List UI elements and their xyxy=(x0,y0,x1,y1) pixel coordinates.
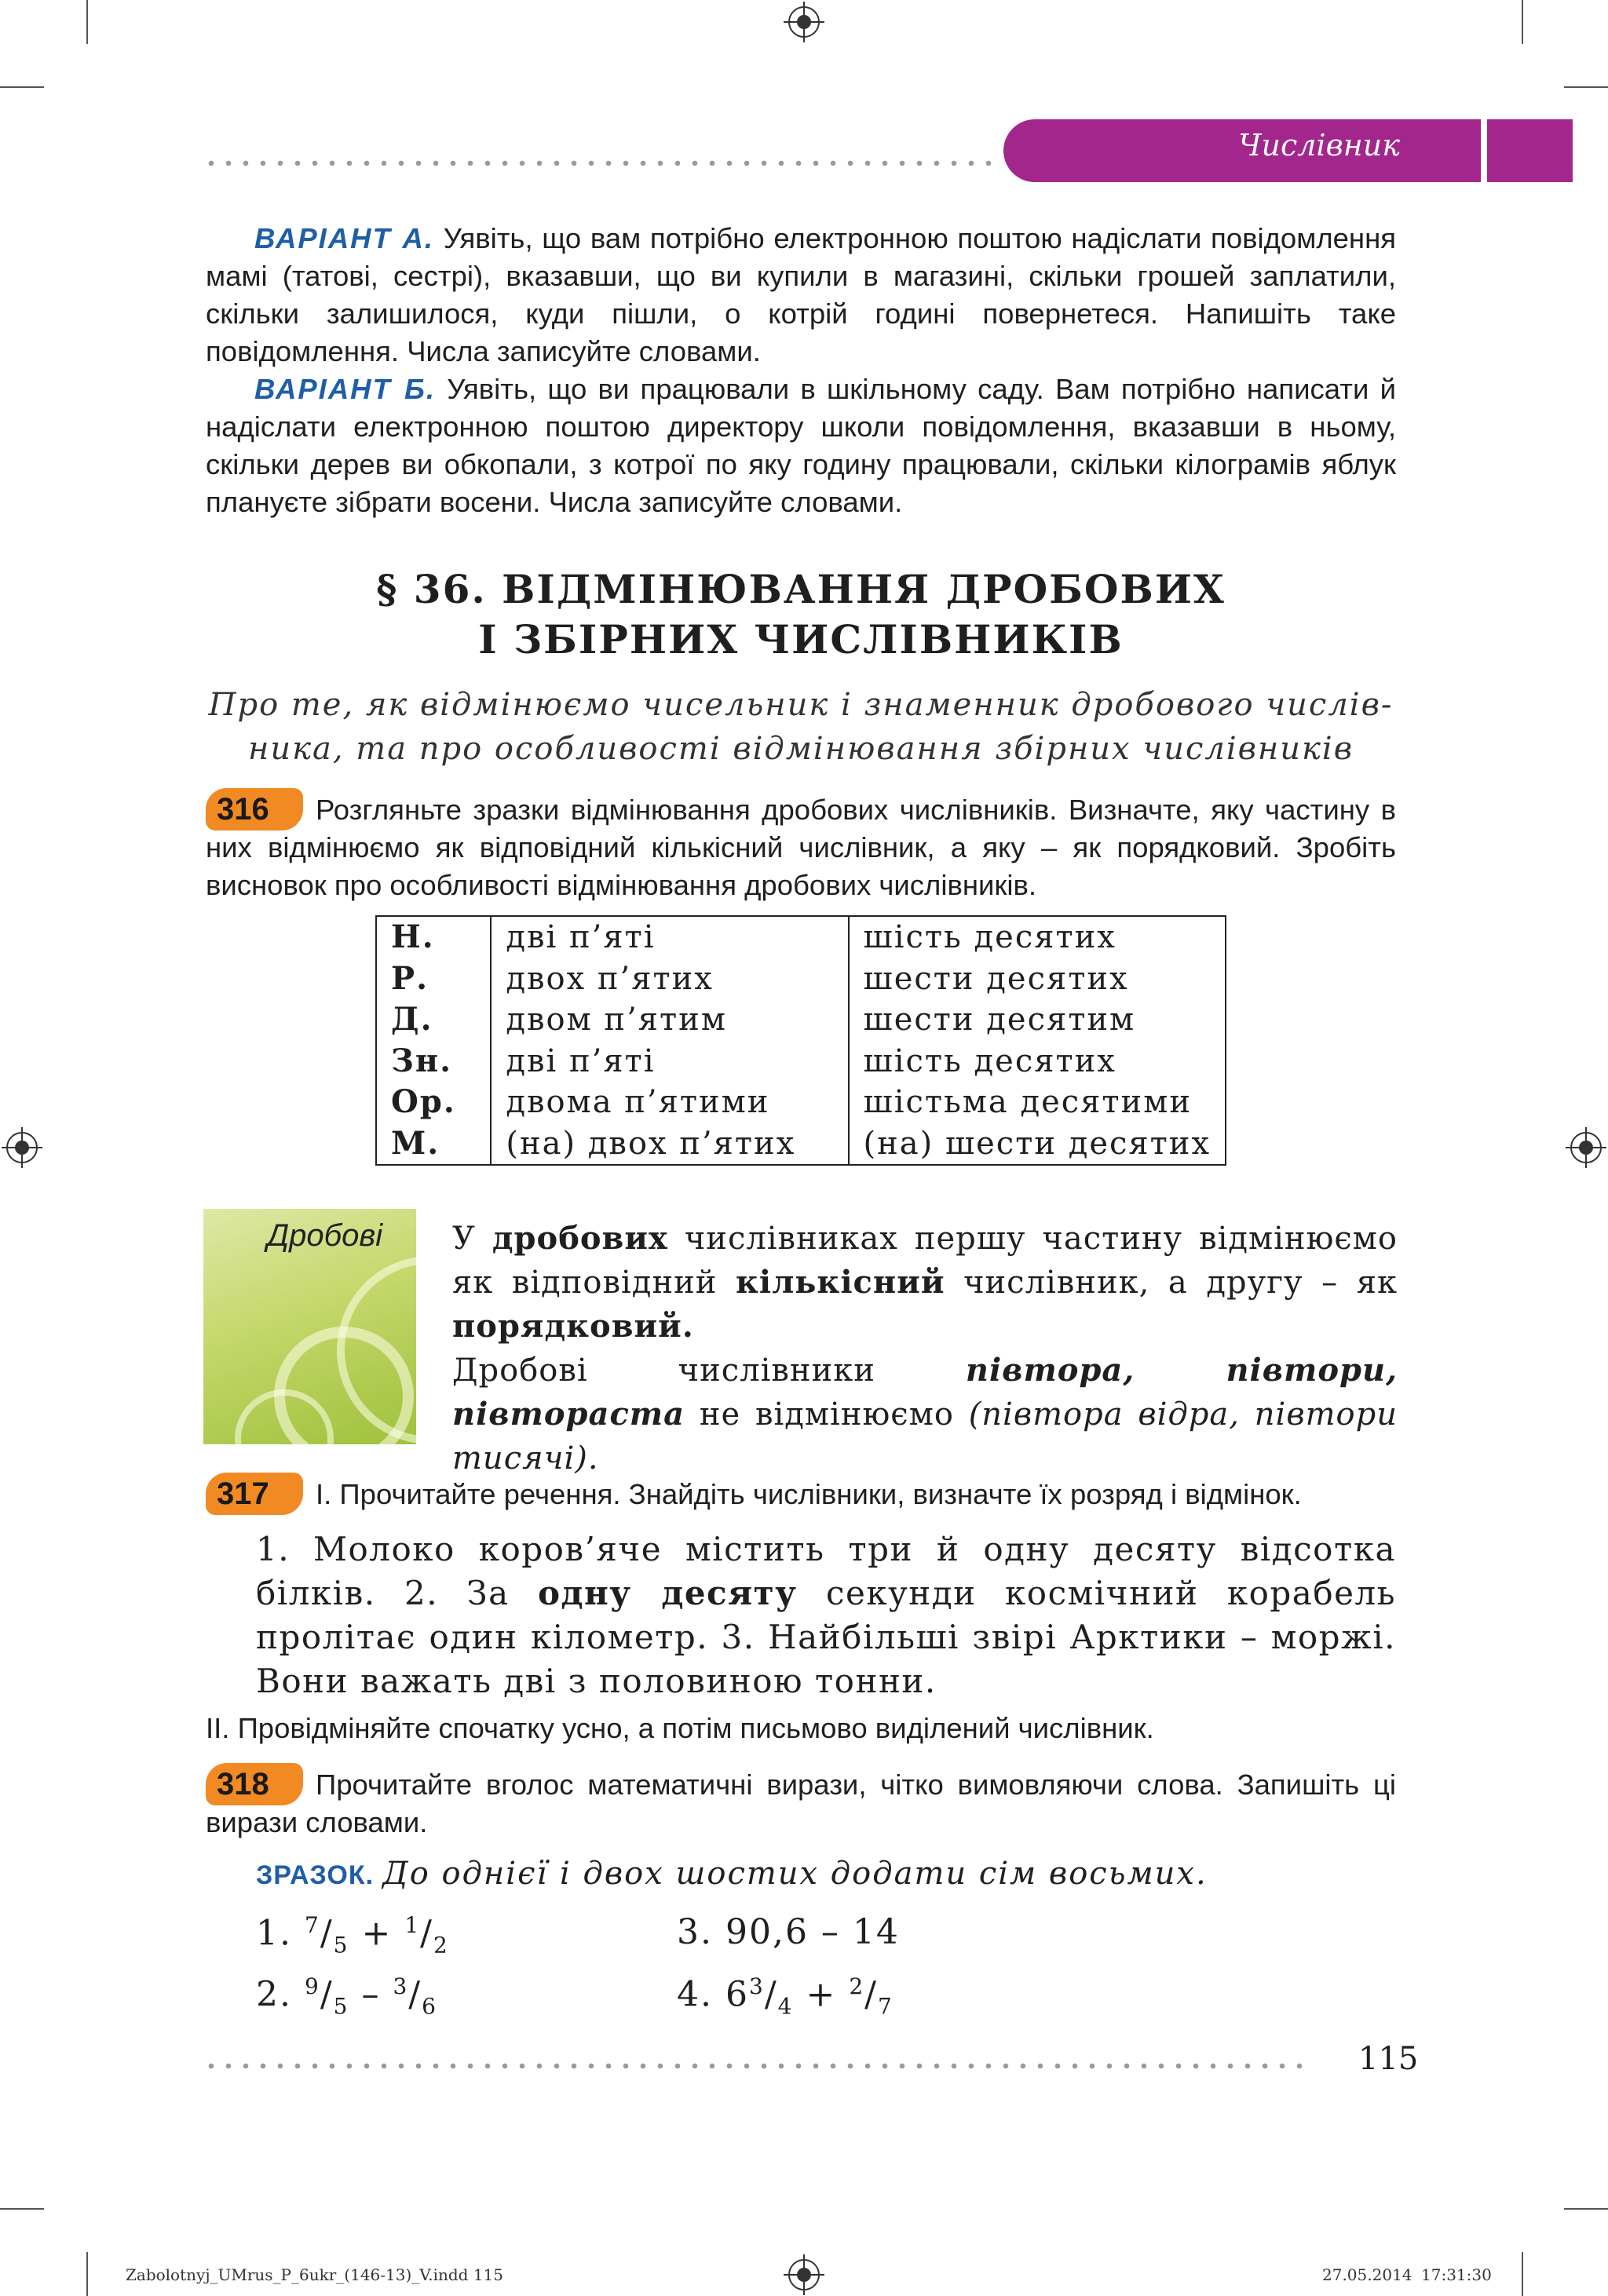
rule-label: Дробові xyxy=(267,1218,383,1253)
registration-mark-icon xyxy=(1570,1132,1602,1163)
case-label: Ор. xyxy=(376,1082,491,1123)
table-row xyxy=(376,1082,1226,1123)
variant-a xyxy=(206,220,1396,370)
crop-mark xyxy=(86,0,88,44)
registration-mark-icon xyxy=(788,2259,820,2291)
variant-b-label: ВАРІАНТ Б. xyxy=(254,373,437,405)
page-number: 115 xyxy=(1358,2041,1419,2077)
expression-3: 3. 90,6 – 14 xyxy=(677,1912,900,1952)
expression-4: 4. $6^3/_4 + ^2/_7$ xyxy=(677,1973,894,2020)
table-row xyxy=(376,1041,1226,1082)
table-cell: шести десятих xyxy=(849,958,1226,1000)
crop-mark xyxy=(1564,2208,1608,2210)
table-cell: двох п’ятих xyxy=(491,958,848,1000)
footer-date: 27.05.2014 xyxy=(1322,2265,1412,2284)
crop-mark xyxy=(1522,2252,1523,2296)
dotted-rule xyxy=(203,2063,1310,2069)
variant-a-label: ВАРІАНТ А. xyxy=(254,222,435,254)
table-cell: дві п’яті xyxy=(491,916,848,958)
exercise-316-text: Розгляньте зразки відмінювання дробових числівників. Визначте, яку частину в них відмінюємо як відповідний кількісний числівник, а яку – як порядковий. Зробіть висновок про особливості відмінювання дробових числівників. xyxy=(206,794,1396,901)
exercise-number-badge: 317 xyxy=(206,1473,303,1515)
exercise-317-task2: ІІ. Провідміняйте спочатку усно, а потім письмово виділений числівник. xyxy=(206,1712,1154,1744)
case-label: М. xyxy=(376,1123,491,1166)
table-cell: шість десятих xyxy=(849,1041,1226,1082)
table-cell: двома п’ятими xyxy=(491,1082,848,1123)
exercise-317-task1: І. Прочитайте речення. Знайдіть числівники, визначте їх розряд і відмінок. xyxy=(316,1478,1302,1510)
table-row xyxy=(376,958,1226,1000)
case-label: Н. xyxy=(376,916,491,958)
section-title-line1: § 36. ВІДМІНЮВАННЯ ДРОБОВИХ xyxy=(376,566,1226,612)
sample-text: До однієї і двох шостих додати сім восьмих. xyxy=(382,1856,1208,1892)
section-tab-label: Числівник xyxy=(1238,128,1400,162)
variant-b xyxy=(206,370,1396,521)
table-cell: двом п’ятим xyxy=(491,999,848,1041)
sample xyxy=(256,1856,1208,1892)
crop-mark xyxy=(1522,0,1523,44)
table-cell: дві п’яті xyxy=(491,1041,848,1082)
crop-mark xyxy=(86,2252,88,2296)
case-label: Зн. xyxy=(376,1041,491,1082)
section-title-line2: І ЗБІРНИХ ЧИСЛІВНИКІВ xyxy=(478,616,1124,663)
exercise-318-text: Прочитайте вголос математичні вирази, чітко вимовляючи слова. Запишіть ці вирази словами. xyxy=(206,1769,1396,1838)
table-cell: шести десятим xyxy=(849,999,1226,1041)
rule-text: У дробових числівниках першу частину відмінюємо як відповідний кількісний числівник, а другу – як порядковий. Дробові числівники півтора, півтори, півтораста не відмінюємо (півтора відра, півтори тисячі). xyxy=(452,1220,1398,1477)
variant-b-text: Уявіть, що ви працювали в шкільному саду. Вам потрібно написати й надіслати електронною поштою директору школи повідомлення, вказавши в ньому, скільки дерев ви обкопали, з котрої по яку годину працювали, скільки кілограмів яблук плануєте зібрати восени. Числа записуйте словами. xyxy=(206,373,1396,518)
footer-time: 17:31:30 xyxy=(1421,2265,1492,2284)
exercise-number-badge: 318 xyxy=(206,1763,303,1805)
table-row xyxy=(376,1123,1226,1166)
table-row xyxy=(376,999,1226,1041)
expression-1: 1. $^7/_5 + ^1/_2$ xyxy=(256,1912,449,1958)
table-cell: шість десятих xyxy=(849,916,1226,958)
section-subtitle-line1: Про те, як відмінюємо чисельник і знаменник дробового числів- xyxy=(208,687,1394,723)
crop-mark xyxy=(0,2208,44,2210)
sample-label: ЗРАЗОК. xyxy=(256,1860,375,1890)
crop-mark xyxy=(0,86,44,88)
table-cell: (на) шести десятих xyxy=(849,1123,1226,1166)
case-label: Р. xyxy=(376,958,491,1000)
declension-table xyxy=(375,915,1226,1166)
expression-2: 2. $^9/_5 - ^3/_6$ xyxy=(256,1973,437,2020)
exercise-number-badge: 316 xyxy=(206,788,303,830)
case-label: Д. xyxy=(376,999,491,1041)
table-cell: (на) двох п’ятих xyxy=(491,1123,848,1166)
table-row xyxy=(376,916,1226,958)
footer-filename: Zabolotnyj_UMrus_P_6ukr_(146-13)_V.indd 115 xyxy=(126,2265,504,2284)
variant-a-text: Уявіть, що вам потрібно електронною поштою надіслати повідомлення мамі (татові, сестрі), вказавши, що ви купили в магазині, скільки грошей заплатили, скільки залишилося, куди пішли, о котрій годині повернетеся. Напишіть таке повідомлення. Числа записуйте словами. xyxy=(206,222,1396,367)
dotted-rule xyxy=(203,160,996,166)
section-subtitle-line2: ника, та про особливості відмінювання збірних числівників xyxy=(248,731,1354,767)
table-cell: шістьма десятими xyxy=(849,1082,1226,1123)
registration-mark-icon xyxy=(6,1132,38,1163)
crop-mark xyxy=(1564,86,1608,88)
exercise-317-sentences: 1. Молоко коров’яче містить три й одну десяту відсотка білків. 2. За одну десяту секунди космічний корабель пролітає один кілометр. 3. Найбільші звірі Арктики – моржі. Вони важать дві з половиною тонни. xyxy=(256,1530,1397,1700)
registration-mark-icon xyxy=(788,6,820,38)
